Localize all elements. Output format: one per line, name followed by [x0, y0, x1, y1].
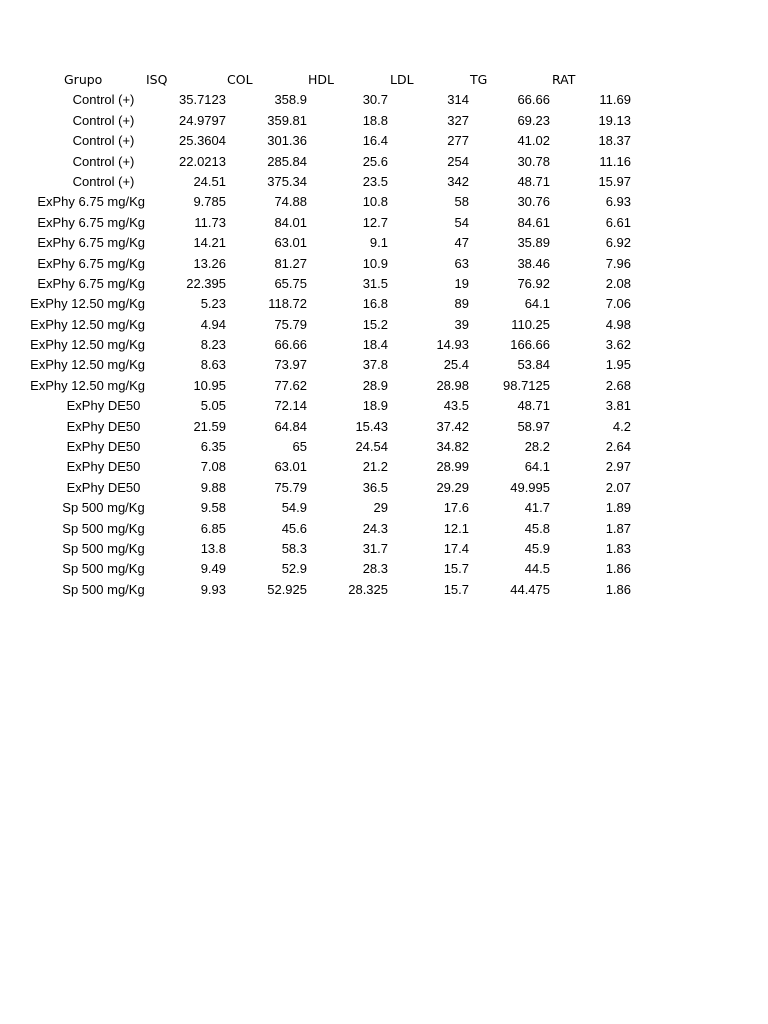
cell-hdl[interactable]: 15.2 — [362, 316, 388, 332]
cell-isq[interactable]: 11.73 — [194, 214, 226, 230]
cell-tg[interactable]: 45.9 — [524, 540, 550, 556]
cell-rat[interactable]: 1.89 — [605, 500, 631, 516]
cell-hdl[interactable]: 36.5 — [362, 479, 388, 495]
cell-isq[interactable]: 13.26 — [193, 255, 226, 271]
cell-hdl[interactable]: 25.6 — [362, 153, 388, 169]
cell-grupo[interactable]: ExPhy 12.50 mg/Kg — [30, 296, 145, 312]
cell-hdl[interactable]: 16.8 — [362, 296, 388, 312]
cell-ldl[interactable]: 254 — [447, 153, 469, 169]
table-row — [0, 580, 768, 600]
cell-col[interactable]: 63.01 — [274, 459, 307, 475]
cell-rat[interactable]: 15.97 — [598, 173, 631, 189]
cell-isq[interactable]: 6.35 — [200, 439, 226, 455]
cell-grupo[interactable]: ExPhy DE50 — [66, 418, 141, 434]
cell-tg[interactable]: 44.475 — [510, 581, 550, 597]
cell-rat[interactable]: 1.86 — [605, 581, 631, 597]
table-row — [0, 152, 768, 172]
cell-col[interactable]: 77.62 — [274, 377, 307, 393]
cell-hdl[interactable]: 9.1 — [369, 235, 388, 251]
header-hdl[interactable]: HDL — [308, 72, 334, 87]
cell-ldl[interactable]: 63 — [454, 255, 469, 271]
table-row — [0, 111, 768, 131]
cell-rat[interactable]: 2.97 — [605, 459, 631, 475]
cell-ldl[interactable]: 28.99 — [436, 459, 469, 475]
table-row — [0, 478, 768, 498]
cell-hdl[interactable]: 28.3 — [362, 561, 388, 577]
cell-rat[interactable]: 4.98 — [605, 316, 631, 332]
cell-rat[interactable]: 2.64 — [605, 439, 631, 455]
cell-grupo[interactable]: Sp 500 mg/Kg — [62, 500, 145, 516]
cell-col[interactable]: 359.81 — [267, 112, 307, 128]
cell-grupo[interactable]: ExPhy 6.75 mg/Kg — [37, 275, 145, 291]
cell-hdl[interactable]: 21.2 — [362, 459, 388, 475]
cell-hdl[interactable]: 24.3 — [362, 520, 388, 536]
cell-ldl[interactable]: 54 — [454, 214, 469, 230]
cell-tg[interactable]: 35.89 — [517, 235, 550, 251]
cell-col[interactable]: 285.84 — [267, 153, 307, 169]
table-row — [0, 539, 768, 559]
cell-tg[interactable]: 30.76 — [517, 194, 550, 210]
cell-grupo[interactable]: ExPhy DE50 — [66, 439, 141, 455]
table-row — [0, 90, 768, 110]
cell-ldl[interactable]: 37.42 — [436, 418, 469, 434]
table-row — [0, 519, 768, 539]
cell-grupo[interactable]: ExPhy 6.75 mg/Kg — [37, 214, 145, 230]
cell-ldl[interactable]: 17.4 — [443, 540, 469, 556]
cell-col[interactable]: 54.9 — [281, 500, 307, 516]
cell-tg[interactable]: 66.66 — [517, 92, 550, 108]
header-row — [0, 70, 768, 90]
cell-hdl[interactable]: 10.8 — [362, 194, 388, 210]
cell-grupo[interactable]: ExPhy 12.50 mg/Kg — [30, 357, 145, 373]
header-rat[interactable]: RAT — [552, 72, 576, 87]
cell-isq[interactable]: 9.785 — [193, 194, 226, 210]
cell-rat[interactable]: 6.93 — [605, 194, 631, 210]
cell-tg[interactable]: 38.46 — [517, 255, 550, 271]
cell-rat[interactable]: 1.86 — [605, 561, 631, 577]
cell-col[interactable]: 74.88 — [274, 194, 307, 210]
cell-rat[interactable]: 4.2 — [612, 418, 631, 434]
cell-tg[interactable]: 48.71 — [517, 398, 550, 414]
cell-tg[interactable]: 48.71 — [517, 173, 550, 189]
table-row — [0, 457, 768, 477]
table-row — [0, 376, 768, 396]
table-row — [0, 192, 768, 212]
cell-col[interactable]: 64.84 — [274, 418, 307, 434]
cell-grupo[interactable]: ExPhy DE50 — [66, 479, 141, 495]
cell-grupo[interactable]: ExPhy 12.50 mg/Kg — [30, 377, 145, 393]
cell-ldl[interactable]: 327 — [447, 112, 469, 128]
cell-tg[interactable]: 64.1 — [524, 296, 550, 312]
cell-hdl[interactable]: 10.9 — [362, 255, 388, 271]
cell-isq[interactable]: 22.395 — [186, 275, 226, 291]
cell-isq[interactable]: 25.3604 — [179, 133, 226, 149]
cell-ldl[interactable]: 19 — [454, 275, 469, 291]
cell-rat[interactable]: 1.87 — [605, 520, 631, 536]
cell-tg[interactable]: 84.61 — [517, 214, 550, 230]
cell-rat[interactable]: 7.06 — [605, 296, 631, 312]
cell-col[interactable]: 52.925 — [267, 581, 307, 597]
cell-isq[interactable]: 24.51 — [193, 173, 226, 189]
cell-hdl[interactable]: 24.54 — [355, 439, 388, 455]
header-grupo[interactable]: Grupo — [64, 72, 103, 87]
cell-isq[interactable]: 24.9797 — [179, 112, 226, 128]
cell-ldl[interactable]: 14.93 — [436, 337, 469, 353]
cell-tg[interactable]: 41.7 — [524, 500, 550, 516]
cell-hdl[interactable]: 30.7 — [362, 92, 388, 108]
table-row — [0, 213, 768, 233]
cell-ldl[interactable]: 89 — [454, 296, 469, 312]
cell-rat[interactable]: 3.81 — [605, 398, 631, 414]
cell-col[interactable]: 72.14 — [274, 398, 307, 414]
cell-col[interactable]: 73.97 — [274, 357, 307, 373]
cell-col[interactable]: 45.6 — [281, 520, 307, 536]
cell-tg[interactable]: 69.23 — [517, 112, 550, 128]
cell-rat[interactable]: 2.08 — [605, 275, 631, 291]
header-col[interactable]: COL — [227, 72, 253, 87]
cell-hdl[interactable]: 28.325 — [348, 581, 388, 597]
header-tg[interactable]: TG — [470, 72, 488, 87]
cell-isq[interactable]: 8.63 — [200, 357, 226, 373]
cell-ldl[interactable]: 15.7 — [443, 581, 469, 597]
cell-grupo[interactable]: ExPhy 12.50 mg/Kg — [30, 337, 145, 353]
table-row — [0, 335, 768, 355]
table-row — [0, 233, 768, 253]
cell-isq[interactable]: 8.23 — [200, 337, 226, 353]
cell-ldl[interactable]: 15.7 — [443, 561, 469, 577]
table-row — [0, 417, 768, 437]
cell-col[interactable]: 58.3 — [281, 540, 307, 556]
cell-col[interactable]: 358.9 — [274, 92, 307, 108]
cell-ldl[interactable]: 25.4 — [443, 357, 469, 373]
cell-tg[interactable]: 58.97 — [517, 418, 550, 434]
cell-ldl[interactable]: 277 — [447, 133, 469, 149]
table-row — [0, 396, 768, 416]
table-row — [0, 254, 768, 274]
table-row — [0, 172, 768, 192]
cell-rat[interactable]: 6.92 — [605, 235, 631, 251]
cell-tg[interactable]: 44.5 — [524, 561, 550, 577]
table-row — [0, 437, 768, 457]
cell-tg[interactable]: 53.84 — [517, 357, 550, 373]
cell-grupo[interactable]: ExPhy 6.75 mg/Kg — [37, 194, 145, 210]
cell-isq[interactable]: 9.49 — [200, 561, 226, 577]
cell-col[interactable]: 75.79 — [274, 316, 307, 332]
cell-tg[interactable]: 30.78 — [517, 153, 550, 169]
cell-tg[interactable]: 110.25 — [511, 316, 550, 332]
cell-isq[interactable]: 9.58 — [200, 500, 226, 516]
cell-hdl[interactable]: 16.4 — [362, 133, 388, 149]
cell-rat[interactable]: 1.83 — [605, 540, 631, 556]
cell-ldl[interactable]: 58 — [454, 194, 469, 210]
cell-col[interactable]: 65.75 — [274, 275, 307, 291]
cell-grupo[interactable]: Control (+) — [72, 173, 135, 189]
cell-hdl[interactable]: 18.8 — [362, 112, 388, 128]
cell-rat[interactable]: 3.62 — [605, 337, 631, 353]
cell-isq[interactable]: 9.93 — [200, 581, 226, 597]
cell-grupo[interactable]: Control (+) — [72, 133, 135, 149]
cell-ldl[interactable]: 342 — [447, 173, 469, 189]
cell-col[interactable]: 118.72 — [268, 296, 307, 312]
cell-rat[interactable]: 18.37 — [598, 133, 631, 149]
cell-rat[interactable]: 11.16 — [599, 153, 631, 169]
cell-grupo[interactable]: ExPhy DE50 — [66, 398, 141, 414]
cell-grupo[interactable]: ExPhy 6.75 mg/Kg — [37, 235, 145, 251]
cell-isq[interactable]: 22.0213 — [179, 153, 226, 169]
cell-grupo[interactable]: Sp 500 mg/Kg — [62, 561, 145, 577]
data-table — [0, 70, 768, 600]
cell-isq[interactable]: 10.95 — [193, 377, 226, 393]
cell-col[interactable]: 52.9 — [281, 561, 307, 577]
cell-ldl[interactable]: 17.6 — [443, 500, 469, 516]
cell-rat[interactable]: 1.95 — [605, 357, 631, 373]
cell-tg[interactable]: 49.995 — [510, 479, 550, 495]
cell-tg[interactable]: 41.02 — [517, 133, 550, 149]
cell-col[interactable]: 81.27 — [274, 255, 307, 271]
cell-col[interactable]: 75.79 — [274, 479, 307, 495]
cell-isq[interactable]: 7.08 — [200, 459, 226, 475]
cell-hdl[interactable]: 23.5 — [362, 173, 388, 189]
cell-grupo[interactable]: Control (+) — [72, 92, 135, 108]
cell-hdl[interactable]: 31.5 — [362, 275, 388, 291]
cell-tg[interactable]: 76.92 — [517, 275, 550, 291]
cell-ldl[interactable]: 28.98 — [436, 377, 469, 393]
cell-col[interactable]: 63.01 — [274, 235, 307, 251]
cell-grupo[interactable]: ExPhy 6.75 mg/Kg — [37, 255, 145, 271]
cell-grupo[interactable]: ExPhy 12.50 mg/Kg — [30, 316, 145, 332]
cell-tg[interactable]: 45.8 — [524, 520, 550, 536]
cell-isq[interactable]: 5.23 — [200, 296, 226, 312]
cell-hdl[interactable]: 28.9 — [362, 377, 388, 393]
cell-hdl[interactable]: 29 — [373, 500, 388, 516]
cell-isq[interactable]: 14.21 — [193, 235, 226, 251]
cell-col[interactable]: 65 — [292, 439, 307, 455]
cell-grupo[interactable]: Sp 500 mg/Kg — [62, 581, 145, 597]
cell-grupo[interactable]: Sp 500 mg/Kg — [62, 520, 145, 536]
cell-rat[interactable]: 11.69 — [599, 92, 631, 108]
cell-rat[interactable]: 19.13 — [598, 112, 631, 128]
cell-tg[interactable]: 64.1 — [524, 459, 550, 475]
cell-hdl[interactable]: 15.43 — [355, 418, 388, 434]
cell-tg[interactable]: 28.2 — [524, 439, 550, 455]
table-row — [0, 355, 768, 375]
cell-isq[interactable]: 6.85 — [200, 520, 226, 536]
cell-col[interactable]: 84.01 — [274, 214, 307, 230]
cell-isq[interactable]: 13.8 — [200, 540, 226, 556]
cell-isq[interactable]: 35.7123 — [179, 92, 226, 108]
table-row — [0, 131, 768, 151]
cell-ldl[interactable]: 39 — [454, 316, 469, 332]
cell-col[interactable]: 301.36 — [267, 133, 307, 149]
cell-hdl[interactable]: 18.9 — [362, 398, 388, 414]
cell-rat[interactable]: 6.61 — [605, 214, 631, 230]
table-row — [0, 294, 768, 314]
cell-rat[interactable]: 7.96 — [605, 255, 631, 271]
cell-grupo[interactable]: Sp 500 mg/Kg — [62, 540, 145, 556]
table-row — [0, 274, 768, 294]
cell-grupo[interactable]: Control (+) — [72, 112, 135, 128]
cell-tg[interactable]: 98.7125 — [503, 377, 550, 393]
cell-grupo[interactable]: Control (+) — [72, 153, 135, 169]
table-row — [0, 498, 768, 518]
cell-ldl[interactable]: 34.82 — [436, 439, 469, 455]
cell-col[interactable]: 375.34 — [267, 173, 307, 189]
table-row — [0, 559, 768, 579]
cell-grupo[interactable]: ExPhy DE50 — [66, 459, 141, 475]
cell-hdl[interactable]: 12.7 — [362, 214, 388, 230]
cell-ldl[interactable]: 29.29 — [436, 479, 469, 495]
cell-tg[interactable]: 166.66 — [510, 337, 550, 353]
cell-ldl[interactable]: 314 — [447, 92, 469, 108]
table-row — [0, 315, 768, 335]
cell-ldl[interactable]: 43.5 — [443, 398, 469, 414]
cell-col[interactable]: 66.66 — [274, 337, 307, 353]
cell-rat[interactable]: 2.07 — [605, 479, 631, 495]
cell-isq[interactable]: 5.05 — [200, 398, 226, 414]
cell-ldl[interactable]: 12.1 — [443, 520, 469, 536]
cell-isq[interactable]: 21.59 — [193, 418, 226, 434]
header-isq[interactable]: ISQ — [146, 72, 168, 87]
cell-isq[interactable]: 9.88 — [200, 479, 226, 495]
cell-ldl[interactable]: 47 — [454, 235, 469, 251]
cell-rat[interactable]: 2.68 — [605, 377, 631, 393]
table-body — [0, 90, 768, 600]
cell-hdl[interactable]: 37.8 — [362, 357, 388, 373]
cell-isq[interactable]: 4.94 — [200, 316, 226, 332]
cell-hdl[interactable]: 18.4 — [362, 337, 388, 353]
cell-hdl[interactable]: 31.7 — [362, 540, 388, 556]
header-ldl[interactable]: LDL — [390, 72, 414, 87]
